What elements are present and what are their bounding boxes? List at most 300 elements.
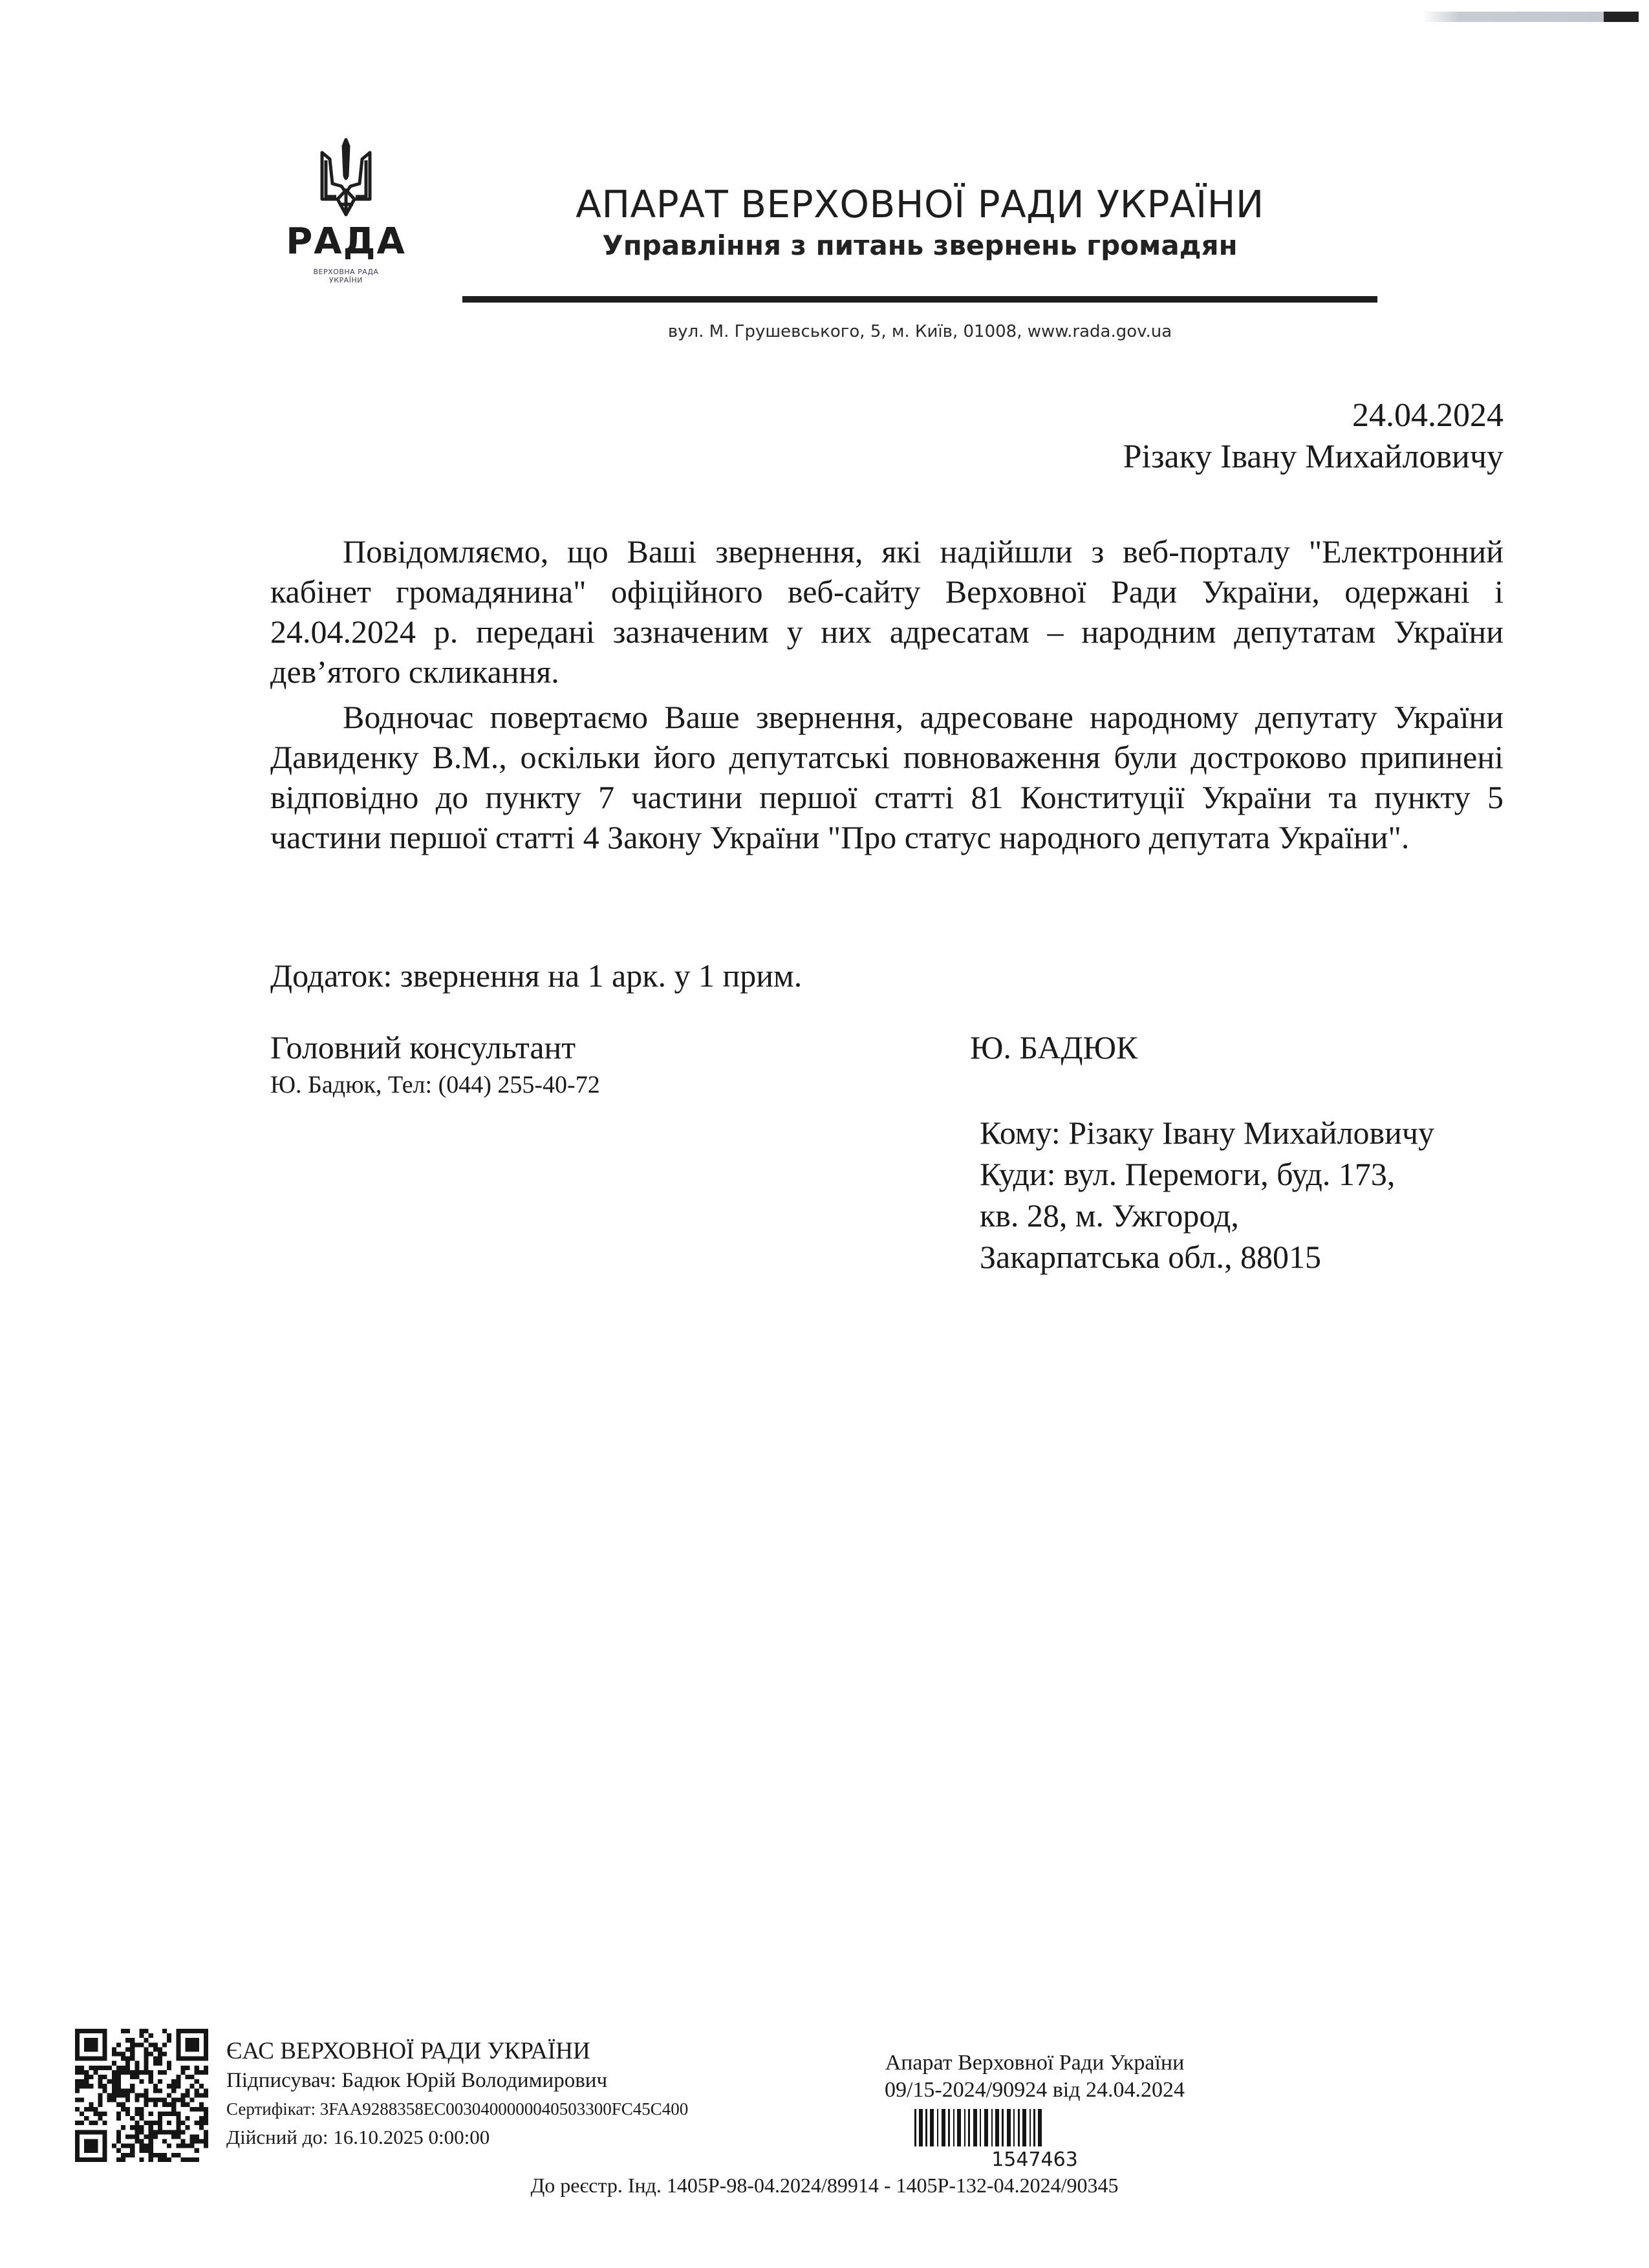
qr-module	[176, 2047, 180, 2051]
qr-module	[204, 2042, 208, 2047]
barcode-bar	[1038, 2109, 1042, 2146]
qr-module	[144, 2121, 149, 2125]
qr-module	[107, 2093, 112, 2097]
logo-subtitle-line1: ВЕРХОВНА РАДА	[313, 268, 379, 276]
qr-module	[75, 2134, 80, 2139]
qr-module	[167, 2066, 171, 2070]
qr-module	[93, 2121, 98, 2125]
qr-module	[149, 2125, 153, 2130]
qr-module	[171, 2102, 176, 2107]
barcode-bar	[914, 2109, 916, 2146]
qr-module	[112, 2098, 116, 2102]
qr-module	[89, 2075, 93, 2079]
qr-module	[162, 2157, 167, 2162]
qr-module	[171, 2098, 176, 2102]
qr-module	[139, 2070, 144, 2075]
qr-module	[84, 2107, 89, 2112]
qr-module	[75, 2033, 80, 2038]
qr-module	[103, 2038, 107, 2042]
qr-module	[130, 2052, 135, 2057]
qr-module	[180, 2093, 185, 2097]
qr-module	[135, 2139, 139, 2143]
qr-module	[103, 2052, 107, 2057]
qr-module	[144, 2144, 149, 2148]
qr-module	[185, 2144, 189, 2148]
qr-module	[103, 2112, 107, 2116]
qr-module	[158, 2130, 162, 2134]
qr-module	[149, 2042, 153, 2047]
qr-module	[89, 2157, 93, 2162]
qr-module	[121, 2093, 125, 2097]
qr-module	[80, 2098, 84, 2102]
addressee-name: Різаку Івану Михайловичу	[1123, 438, 1503, 475]
qr-module	[144, 2088, 149, 2093]
qr-module	[130, 2144, 135, 2148]
qr-module	[149, 2134, 153, 2139]
qr-module	[125, 2134, 130, 2139]
qr-module	[93, 2148, 98, 2153]
qr-module	[125, 2061, 130, 2066]
qr-module	[125, 2057, 130, 2061]
registry-index: До реєстр. Інд. 1405Р-98-04.2024/89914 - 1405Р-132-04.2024/90345	[530, 2174, 1119, 2197]
qr-module	[204, 2107, 208, 2112]
qr-module	[144, 2102, 149, 2107]
signer-contact: Ю. Бадюк, Тел: (044) 255-40-72	[270, 1071, 600, 1098]
logo-subtitle-line2: УКРАЇНИ	[329, 276, 363, 284]
qr-module	[176, 2130, 180, 2134]
qr-module	[190, 2084, 195, 2088]
logo-subtitle	[272, 268, 420, 284]
qr-module	[75, 2029, 80, 2033]
qr-module	[93, 2130, 98, 2134]
qr-module	[195, 2121, 199, 2125]
qr-module	[153, 2134, 158, 2139]
qr-module	[125, 2038, 130, 2042]
qr-module	[93, 2107, 98, 2112]
qr-module	[153, 2098, 158, 2102]
qr-module	[204, 2052, 208, 2057]
qr-module	[89, 2057, 93, 2061]
qr-module	[153, 2084, 158, 2088]
qr-module	[80, 2130, 84, 2134]
qr-module	[121, 2052, 125, 2057]
qr-module	[195, 2093, 199, 2097]
qr-module	[195, 2038, 199, 2042]
qr-module	[107, 2066, 112, 2070]
qr-module	[98, 2084, 103, 2088]
esig-signer: Підписувач: Бадюк Юрій Володимирович	[226, 2069, 608, 2092]
qr-module	[204, 2093, 208, 2097]
qr-module	[176, 2153, 180, 2157]
barcode-bar	[1029, 2109, 1031, 2146]
qr-module	[199, 2125, 204, 2130]
qr-module	[84, 2029, 89, 2033]
qr-module	[130, 2116, 135, 2121]
qr-module	[75, 2070, 80, 2075]
qr-module	[149, 2130, 153, 2134]
qr-module	[195, 2057, 199, 2061]
qr-module	[185, 2047, 189, 2051]
letter-date: 24.04.2024	[1352, 397, 1503, 434]
qr-module	[121, 2125, 125, 2130]
qr-module	[112, 2088, 116, 2093]
qr-module	[176, 2121, 180, 2125]
qr-module	[93, 2070, 98, 2075]
barcode-bar	[930, 2109, 934, 2146]
esig-valid-until: Дійсний до: 16.10.2025 0:00:00	[226, 2126, 490, 2148]
qr-module	[75, 2130, 80, 2134]
qr-module	[84, 2079, 89, 2084]
qr-module	[195, 2042, 199, 2047]
qr-module	[195, 2148, 199, 2153]
trident-icon	[318, 137, 374, 220]
qr-module	[75, 2139, 80, 2143]
qr-module	[139, 2125, 144, 2130]
qr-module	[93, 2047, 98, 2051]
qr-module	[112, 2070, 116, 2075]
qr-module	[130, 2088, 135, 2093]
barcode-bar	[953, 2109, 954, 2146]
qr-module	[116, 2070, 121, 2075]
qr-module	[153, 2061, 158, 2066]
barcode-bar	[925, 2109, 927, 2146]
qr-module	[158, 2079, 162, 2084]
qr-module	[171, 2107, 176, 2112]
qr-module	[125, 2107, 130, 2112]
barcode-bar	[957, 2109, 961, 2146]
qr-module	[139, 2139, 144, 2143]
barcode-bar	[1002, 2109, 1004, 2146]
qr-module	[180, 2070, 185, 2075]
qr-module	[176, 2084, 180, 2088]
qr-module	[185, 2088, 189, 2093]
qr-module	[103, 2153, 107, 2157]
qr-module	[190, 2042, 195, 2047]
qr-module	[139, 2033, 144, 2038]
qr-module	[171, 2079, 176, 2084]
qr-module	[75, 2042, 80, 2047]
qr-module	[80, 2084, 84, 2088]
qr-module	[204, 2116, 208, 2121]
letter-body	[270, 531, 1503, 862]
barcode-bar	[1007, 2109, 1011, 2146]
qr-module	[84, 2047, 89, 2051]
qr-module	[89, 2084, 93, 2088]
qr-module	[180, 2029, 185, 2033]
qr-module	[139, 2157, 144, 2162]
e-signature-block	[226, 2037, 688, 2152]
qr-module	[158, 2070, 162, 2075]
qr-module	[130, 2134, 135, 2139]
qr-module	[149, 2157, 153, 2162]
qr-module	[139, 2112, 144, 2116]
qr-module	[158, 2121, 162, 2125]
qr-module	[103, 2121, 107, 2125]
qr-module	[89, 2038, 93, 2042]
qr-module	[185, 2066, 189, 2070]
qr-module	[75, 2079, 80, 2084]
qr-module	[167, 2121, 171, 2125]
qr-module	[144, 2066, 149, 2070]
qr-module	[135, 2098, 139, 2102]
qr-module	[167, 2112, 171, 2116]
qr-module	[103, 2148, 107, 2153]
qr-module	[98, 2116, 103, 2121]
qr-module	[80, 2079, 84, 2084]
qr-module	[93, 2144, 98, 2148]
qr-module	[167, 2084, 171, 2088]
qr-module	[103, 2157, 107, 2162]
qr-module	[75, 2066, 80, 2070]
qr-module	[180, 2098, 185, 2102]
qr-module	[130, 2075, 135, 2079]
qr-module	[153, 2153, 158, 2157]
qr-module	[103, 2042, 107, 2047]
qr-module	[103, 2057, 107, 2061]
recipient-to: Кому: Різаку Івану Михайловичу	[980, 1115, 1435, 1151]
qr-module	[144, 2038, 149, 2042]
qr-module	[167, 2038, 171, 2042]
qr-module	[180, 2139, 185, 2143]
qr-module	[98, 2098, 103, 2102]
qr-module	[158, 2088, 162, 2093]
qr-module	[125, 2070, 130, 2075]
qr-module	[158, 2116, 162, 2121]
signer-name: Ю. БАДЮК	[970, 1029, 1138, 1065]
qr-module	[125, 2144, 130, 2148]
qr-module	[112, 2093, 116, 2097]
qr-module	[135, 2061, 139, 2066]
qr-module	[121, 2102, 125, 2107]
qr-module	[153, 2057, 158, 2061]
qr-module	[89, 2139, 93, 2143]
qr-module	[135, 2130, 139, 2134]
qr-module	[98, 2157, 103, 2162]
qr-module	[121, 2144, 125, 2148]
qr-module	[93, 2157, 98, 2162]
qr-module	[204, 2066, 208, 2070]
qr-module	[139, 2130, 144, 2134]
qr-module	[80, 2157, 84, 2162]
qr-module	[98, 2093, 103, 2097]
qr-module	[144, 2047, 149, 2051]
qr-module	[103, 2047, 107, 2051]
qr-module	[176, 2033, 180, 2038]
qr-module	[103, 2134, 107, 2139]
qr-module	[195, 2139, 199, 2143]
qr-module	[135, 2075, 139, 2079]
barcode-bar	[1013, 2109, 1015, 2146]
qr-module	[171, 2112, 176, 2116]
signer-position: Головний консультант	[270, 1029, 576, 1065]
qr-module	[185, 2102, 189, 2107]
qr-module	[195, 2070, 199, 2075]
qr-module	[176, 2042, 180, 2047]
qr-module	[144, 2070, 149, 2075]
qr-module	[112, 2084, 116, 2088]
qr-module	[103, 2075, 107, 2079]
qr-module	[103, 2144, 107, 2148]
qr-module	[130, 2070, 135, 2075]
qr-module	[89, 2107, 93, 2112]
qr-module	[153, 2102, 158, 2107]
qr-module	[176, 2116, 180, 2121]
qr-module	[144, 2052, 149, 2057]
qr-module	[195, 2079, 199, 2084]
qr-module	[195, 2066, 199, 2070]
qr-module	[125, 2088, 130, 2093]
barcode-bar	[1033, 2109, 1035, 2146]
qr-module	[158, 2057, 162, 2061]
qr-module	[116, 2052, 121, 2057]
qr-module	[204, 2144, 208, 2148]
qr-module	[116, 2042, 121, 2047]
qr-module	[125, 2093, 130, 2097]
qr-module	[80, 2029, 84, 2033]
barcode-bar	[973, 2109, 977, 2146]
qr-module	[116, 2079, 121, 2084]
qr-module	[195, 2134, 199, 2139]
recipient-address-line: Закарпатська обл., 88015	[980, 1239, 1321, 1275]
qr-module	[125, 2112, 130, 2116]
qr-module	[204, 2070, 208, 2075]
qr-module	[199, 2116, 204, 2121]
qr-module	[162, 2070, 167, 2075]
qr-module	[185, 2075, 189, 2079]
qr-module	[135, 2121, 139, 2125]
qr-module	[190, 2057, 195, 2061]
qr-module	[199, 2139, 204, 2143]
barcode-icon	[912, 2109, 1158, 2146]
qr-module	[121, 2070, 125, 2075]
qr-module	[103, 2066, 107, 2070]
qr-module	[167, 2093, 171, 2097]
qr-module	[130, 2057, 135, 2061]
qr-module	[93, 2057, 98, 2061]
qr-module	[75, 2148, 80, 2153]
qr-module	[199, 2121, 204, 2125]
qr-module	[204, 2047, 208, 2051]
qr-module	[107, 2079, 112, 2084]
qr-module	[98, 2066, 103, 2070]
qr-module	[199, 2084, 204, 2088]
qr-module	[149, 2070, 153, 2075]
qr-module	[121, 2057, 125, 2061]
qr-module	[158, 2061, 162, 2066]
recipient-address-line: кв. 28, м. Ужгород,	[980, 1197, 1239, 1234]
qr-module	[84, 2084, 89, 2088]
qr-module	[75, 2052, 80, 2057]
qr-module	[162, 2029, 167, 2033]
qr-module	[89, 2148, 93, 2153]
qr-module	[149, 2098, 153, 2102]
rada-logo	[272, 129, 420, 304]
qr-module	[185, 2125, 189, 2130]
qr-module	[75, 2144, 80, 2148]
qr-module	[75, 2047, 80, 2051]
qr-module	[180, 2121, 185, 2125]
qr-module	[176, 2134, 180, 2139]
qr-module	[153, 2130, 158, 2134]
qr-module	[171, 2130, 176, 2134]
qr-module	[167, 2130, 171, 2134]
attachment-note: Додаток: звернення на 1 арк. у 1 прим.	[270, 957, 803, 994]
qr-module	[125, 2153, 130, 2157]
esig-certificate: Сертифікат: 3FAA9288358EC0030400000040503300FC45C400	[226, 2099, 689, 2119]
qr-module	[121, 2153, 125, 2157]
qr-module	[98, 2112, 103, 2116]
department-subtitle: Управління з питань звернень громадян	[602, 230, 1238, 261]
qr-module	[185, 2093, 189, 2097]
qr-module	[144, 2061, 149, 2066]
qr-module	[190, 2038, 195, 2042]
qr-module	[190, 2157, 195, 2162]
qr-module	[158, 2098, 162, 2102]
qr-module	[125, 2047, 130, 2051]
qr-module	[135, 2070, 139, 2075]
qr-module	[204, 2057, 208, 2061]
qr-module	[116, 2148, 121, 2153]
qr-module	[75, 2084, 80, 2088]
qr-module	[190, 2107, 195, 2112]
logo-wordmark: РАДА	[286, 220, 406, 262]
barcode-number: 1547463	[991, 2148, 1078, 2171]
qr-module	[93, 2139, 98, 2143]
qr-module	[167, 2144, 171, 2148]
qr-module	[125, 2029, 130, 2033]
qr-module	[80, 2070, 84, 2075]
qr-module	[89, 2066, 93, 2070]
qr-module	[176, 2079, 180, 2084]
qr-module	[149, 2153, 153, 2157]
qr-module	[171, 2134, 176, 2139]
qr-module	[204, 2088, 208, 2093]
qr-module	[185, 2157, 189, 2162]
qr-module	[93, 2042, 98, 2047]
qr-module	[158, 2153, 162, 2157]
qr-module	[89, 2102, 93, 2107]
qr-module	[116, 2116, 121, 2121]
qr-module	[112, 2144, 116, 2148]
qr-module	[149, 2079, 153, 2084]
qr-module	[75, 2088, 80, 2093]
qr-module	[130, 2047, 135, 2051]
qr-module	[80, 2057, 84, 2061]
qr-module	[84, 2144, 89, 2148]
scan-artifact-strip	[1423, 12, 1604, 22]
qr-module	[84, 2148, 89, 2153]
qr-module	[190, 2144, 195, 2148]
qr-module	[176, 2029, 180, 2033]
qr-module	[112, 2052, 116, 2057]
qr-module	[75, 2038, 80, 2042]
qr-code-icon	[75, 2029, 208, 2162]
qr-module	[135, 2042, 139, 2047]
qr-module	[135, 2125, 139, 2130]
registration-block	[854, 2049, 1216, 2171]
qr-module	[199, 2029, 204, 2033]
qr-module	[121, 2066, 125, 2070]
qr-module	[204, 2134, 208, 2139]
qr-module	[125, 2066, 130, 2070]
qr-module	[98, 2057, 103, 2061]
body-paragraph: Повідомляємо, що Ваші звернення, які надійшли з веб-порталу "Електронний кабінет громадянина" офіційного веб-сайту Верховної Ради України, одержані і 24.04.2024 р. передані зазначеним у них адресатам – народним депутатам України дев’ятого скликання.	[270, 533, 1503, 690]
qr-module	[171, 2084, 176, 2088]
qr-module	[158, 2125, 162, 2130]
qr-module	[135, 2093, 139, 2097]
qr-module	[180, 2130, 185, 2134]
qr-module	[149, 2148, 153, 2153]
